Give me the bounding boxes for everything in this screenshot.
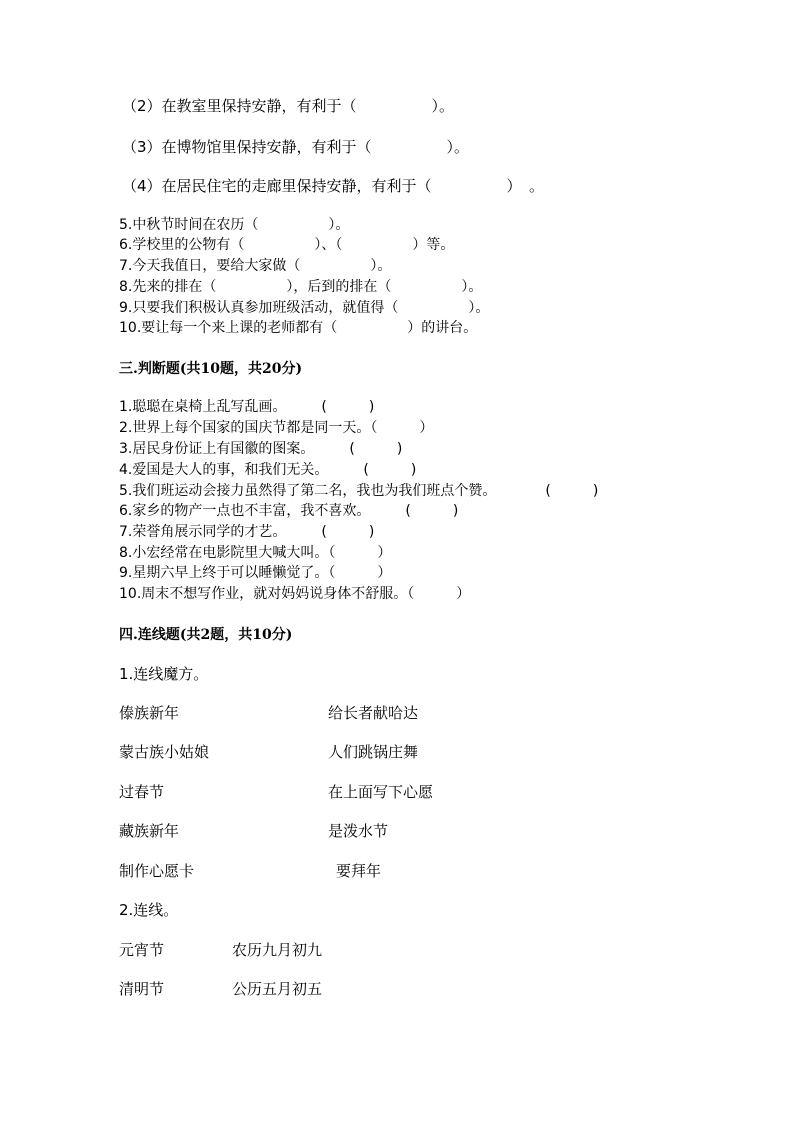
- matching-q2-left-1: 元宵节: [119, 941, 165, 959]
- section-4-title: 四.连线题(共2题，共10分): [119, 627, 293, 643]
- matching-q2-title: 2.连线。: [119, 901, 179, 919]
- matching-q1-title: 1.连线魔方。: [119, 665, 209, 683]
- matching-q1-left-3: 过春节: [119, 783, 165, 801]
- matching-q1-right-4: 是泼水节: [328, 822, 389, 840]
- judgement-item-2: 2.世界上每个国家的国庆节都是同一天。（ ）: [119, 420, 434, 436]
- judgement-item-8: 8.小宏经常在电影院里大喊大叫。（ ）: [119, 545, 392, 561]
- section-3-title: 三.判断题(共10题，共20分): [119, 361, 303, 377]
- judgement-item-7: 7.荣誉角展示同学的才艺。 ( ): [119, 524, 375, 540]
- fill-blank-subitem-4: （4）在居民住宅的走廊里保持安静，有利于（ ） 。: [122, 177, 545, 195]
- matching-q1-left-1: 傣族新年: [119, 704, 180, 722]
- matching-q2-right-2: 公历五月初五: [232, 980, 323, 998]
- matching-q1-right-3: 在上面写下心愿: [328, 783, 434, 801]
- matching-q1-right-2: 人们跳锅庄舞: [328, 743, 419, 761]
- judgement-item-9: 9.星期六早上终于可以睡懒觉了。（ ）: [119, 565, 392, 581]
- matching-q2-right-1: 农历九月初九: [232, 941, 323, 959]
- matching-q1-left-5: 制作心愿卡: [119, 862, 195, 880]
- matching-q1-right-1: 给长者献哈达: [328, 704, 419, 722]
- fill-blank-item-6: 6.学校里的公物有（ ）、（ ）等。: [119, 237, 455, 253]
- judgement-item-1: 1.聪聪在桌椅上乱写乱画。 ( ): [119, 399, 375, 415]
- judgement-item-5: 5.我们班运动会接力虽然得了第二名，我也为我们班点个赞。 ( ): [119, 483, 599, 499]
- judgement-item-3: 3.居民身份证上有国徽的图案。 ( ): [119, 441, 403, 457]
- matching-q1-left-4: 藏族新年: [119, 822, 180, 840]
- fill-blank-subitem-2: （2）在教室里保持安静，有利于（ ）。: [122, 97, 455, 115]
- judgement-item-10: 10.周末不想写作业，就对妈妈说身体不舒服。（ ）: [119, 586, 471, 602]
- judgement-item-4: 4.爱国是大人的事，和我们无关。 ( ): [119, 462, 417, 478]
- fill-blank-item-10: 10.要让每一个来上课的老师都有（ ）的讲台。: [119, 320, 478, 336]
- judgement-item-6: 6.家乡的物产一点也不丰富，我不喜欢。 ( ): [119, 503, 459, 519]
- matching-q1-right-5: 要拜年: [336, 862, 382, 880]
- fill-blank-subitem-3: （3）在博物馆里保持安静，有利于（ ）。: [122, 138, 470, 156]
- fill-blank-item-9: 9.只要我们积极认真参加班级活动，就值得（ ）。: [119, 300, 490, 316]
- fill-blank-item-5: 5.中秋节时间在农历（ ）。: [119, 217, 350, 233]
- fill-blank-item-8: 8.先来的排在（ ），后到的排在（ ）。: [119, 279, 483, 295]
- matching-q1-left-2: 蒙古族小姑娘: [119, 743, 210, 761]
- matching-q2-left-2: 清明节: [119, 980, 165, 998]
- fill-blank-item-7: 7.今天我值日，要给大家做（ ）。: [119, 258, 392, 274]
